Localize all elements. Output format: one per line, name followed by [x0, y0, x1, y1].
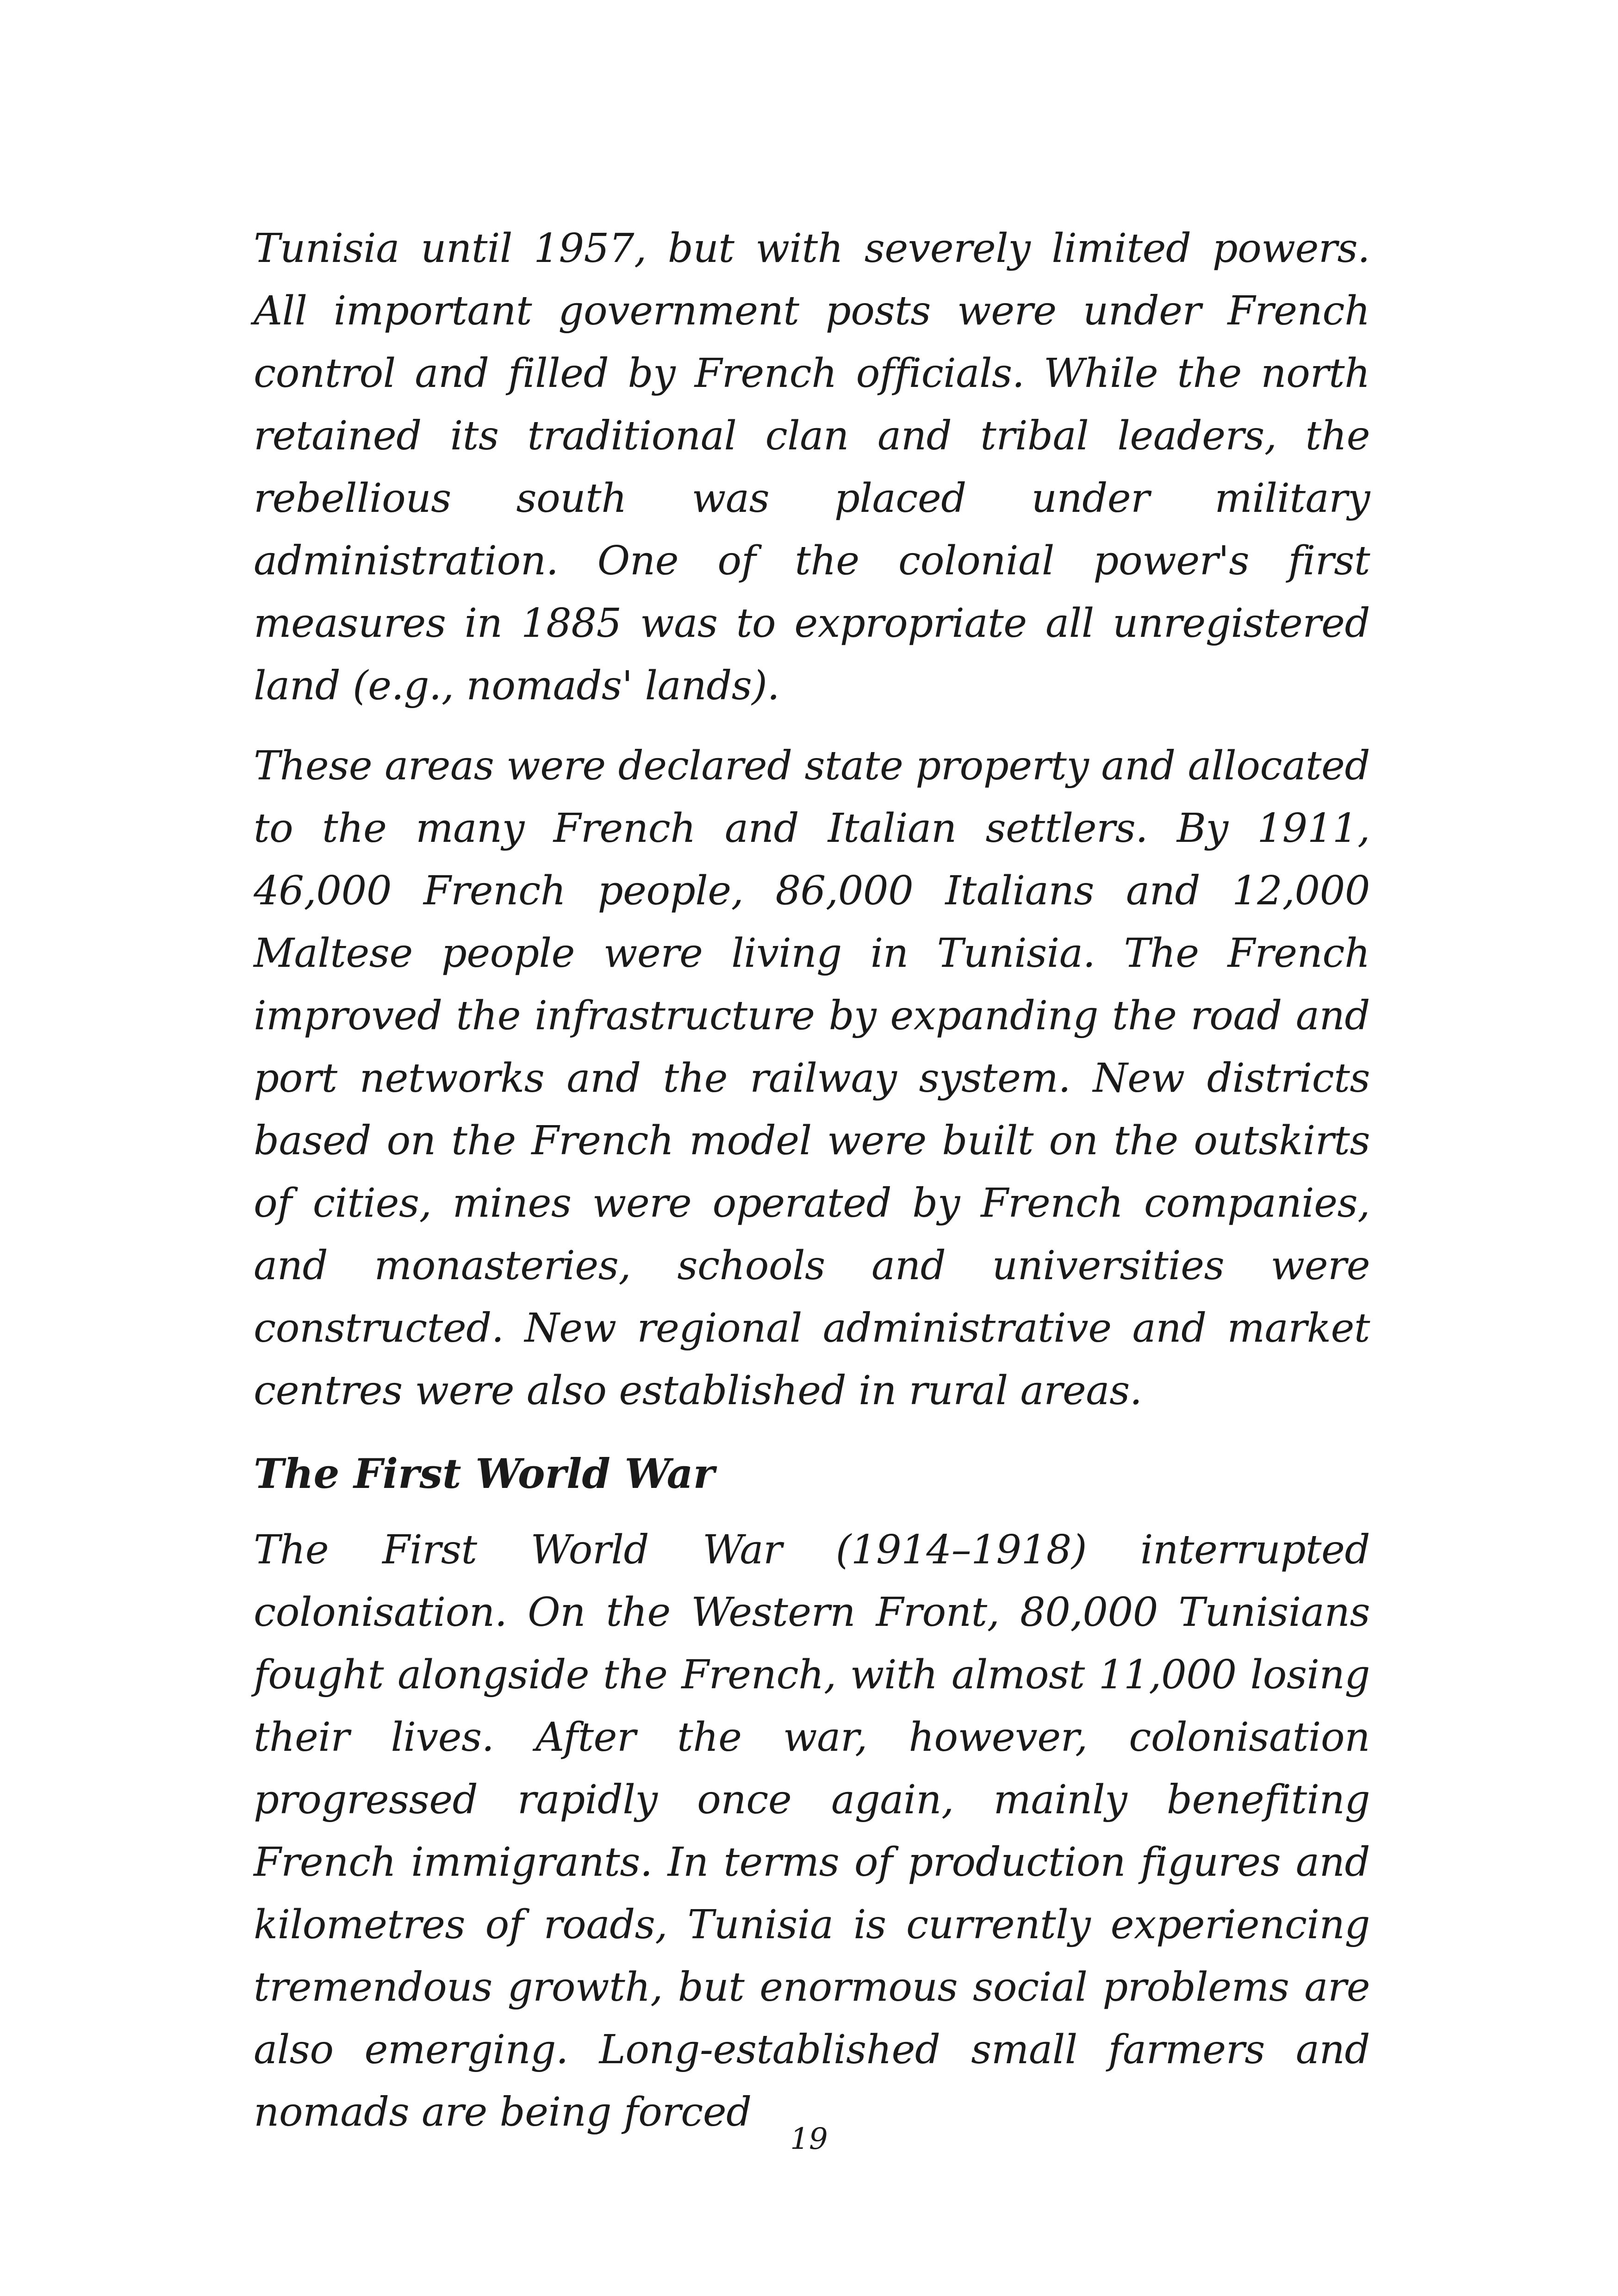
- paragraph-1: Tunisia until 1957, but with severely limited powers. All important government posts were under French control and filled by French officials. While the north retained its traditional clan and tribal leaders, the rebellious south was placed under military administration. One of the colonial power's first measures in 1885 was to expropriate all unregistered land (e.g., nomads' lands).: [254, 225, 1370, 709]
- page-number: 19: [790, 2122, 828, 2156]
- page-body: [254, 218, 1370, 2161]
- paragraph-3: The First World War (1914–1918) interrupted colonisation. On the Western Front, 80,000 Tunisians fought alongside the French, with almost 11,000 losing their lives. After the war, however, colonisation progressed rapidly once again, mainly benefiting French immigrants. In terms of production figures and kilometres of roads, Tunisia is currently experiencing tremendous growth, but enormous social problems are also emerging. Long-established small farmers and nomads are being forced: [254, 1527, 1370, 2135]
- paragraph-2: These areas were declared state property and allocated to the many French and Italian settlers. By 1911, 46,000 French people, 86,000 Italians and 12,000 Maltese people were living in Tunisia. The French improved the infrastructure by expanding the road and port networks and the railway system. New districts based on the French model were built on the outskirts of cities, mines were operated by French companies, and monasteries, schools and universities were constructed. New regional administrative and market centres were also established in rural areas.: [254, 743, 1370, 1414]
- section-heading: The First World War: [254, 1450, 715, 1498]
